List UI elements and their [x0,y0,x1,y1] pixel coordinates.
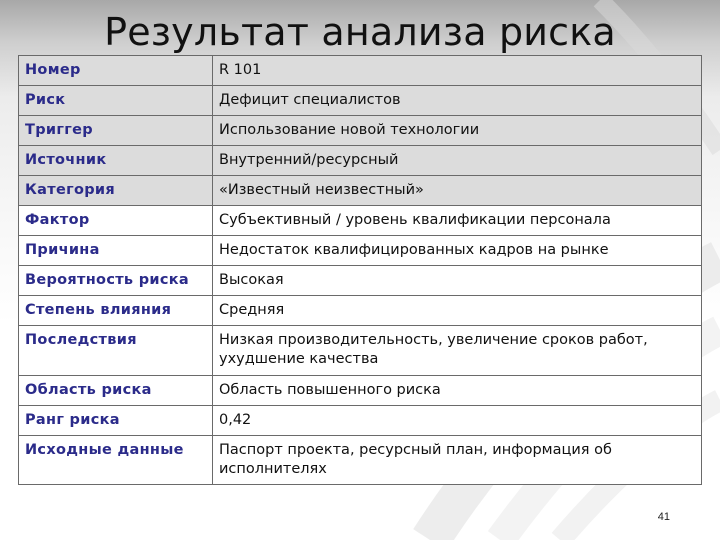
table-row [19,86,702,116]
table-row [19,236,702,266]
table-row [19,176,702,206]
row-label: Фактор [19,206,213,236]
table-row [19,406,702,436]
row-label: Номер [19,56,213,86]
row-label: Причина [19,236,213,266]
row-value: Паспорт проекта, ресурсный план, информация об исполнителях [213,436,702,485]
slide-title: Результат анализа риска [104,10,616,54]
row-label: Ранг риска [19,406,213,436]
row-value: Субъективный / уровень квалификации персонала [213,206,702,236]
row-value: Недостаток квалифицированных кадров на рынке [213,236,702,266]
table-row [19,56,702,86]
row-label: Источник [19,146,213,176]
table-row [19,266,702,296]
row-value: 0,42 [213,406,702,436]
row-value: R 101 [213,56,702,86]
table-row [19,206,702,236]
row-label: Исходные данные [19,436,213,485]
table-row [19,436,702,485]
row-value: Низкая производительность, увеличение сроков работ, ухудшение качества [213,326,702,376]
row-value: Высокая [213,266,702,296]
table-row [19,146,702,176]
table-row [19,116,702,146]
row-value: Использование новой технологии [213,116,702,146]
table-row [19,376,702,406]
row-value: Дефицит специалистов [213,86,702,116]
row-value: Средняя [213,296,702,326]
row-value: «Известный неизвестный» [213,176,702,206]
row-label: Степень влияния [19,296,213,326]
row-label: Область риска [19,376,213,406]
row-value: Внутренний/ресурсный [213,146,702,176]
risk-analysis-table [18,55,702,485]
page-number: 41 [657,511,670,523]
row-label: Триггер [19,116,213,146]
row-label: Риск [19,86,213,116]
row-label: Вероятность риска [19,266,213,296]
row-label: Последствия [19,326,213,376]
row-value: Область повышенного риска [213,376,702,406]
row-label: Категория [19,176,213,206]
table-row [19,296,702,326]
table-row [19,326,702,376]
